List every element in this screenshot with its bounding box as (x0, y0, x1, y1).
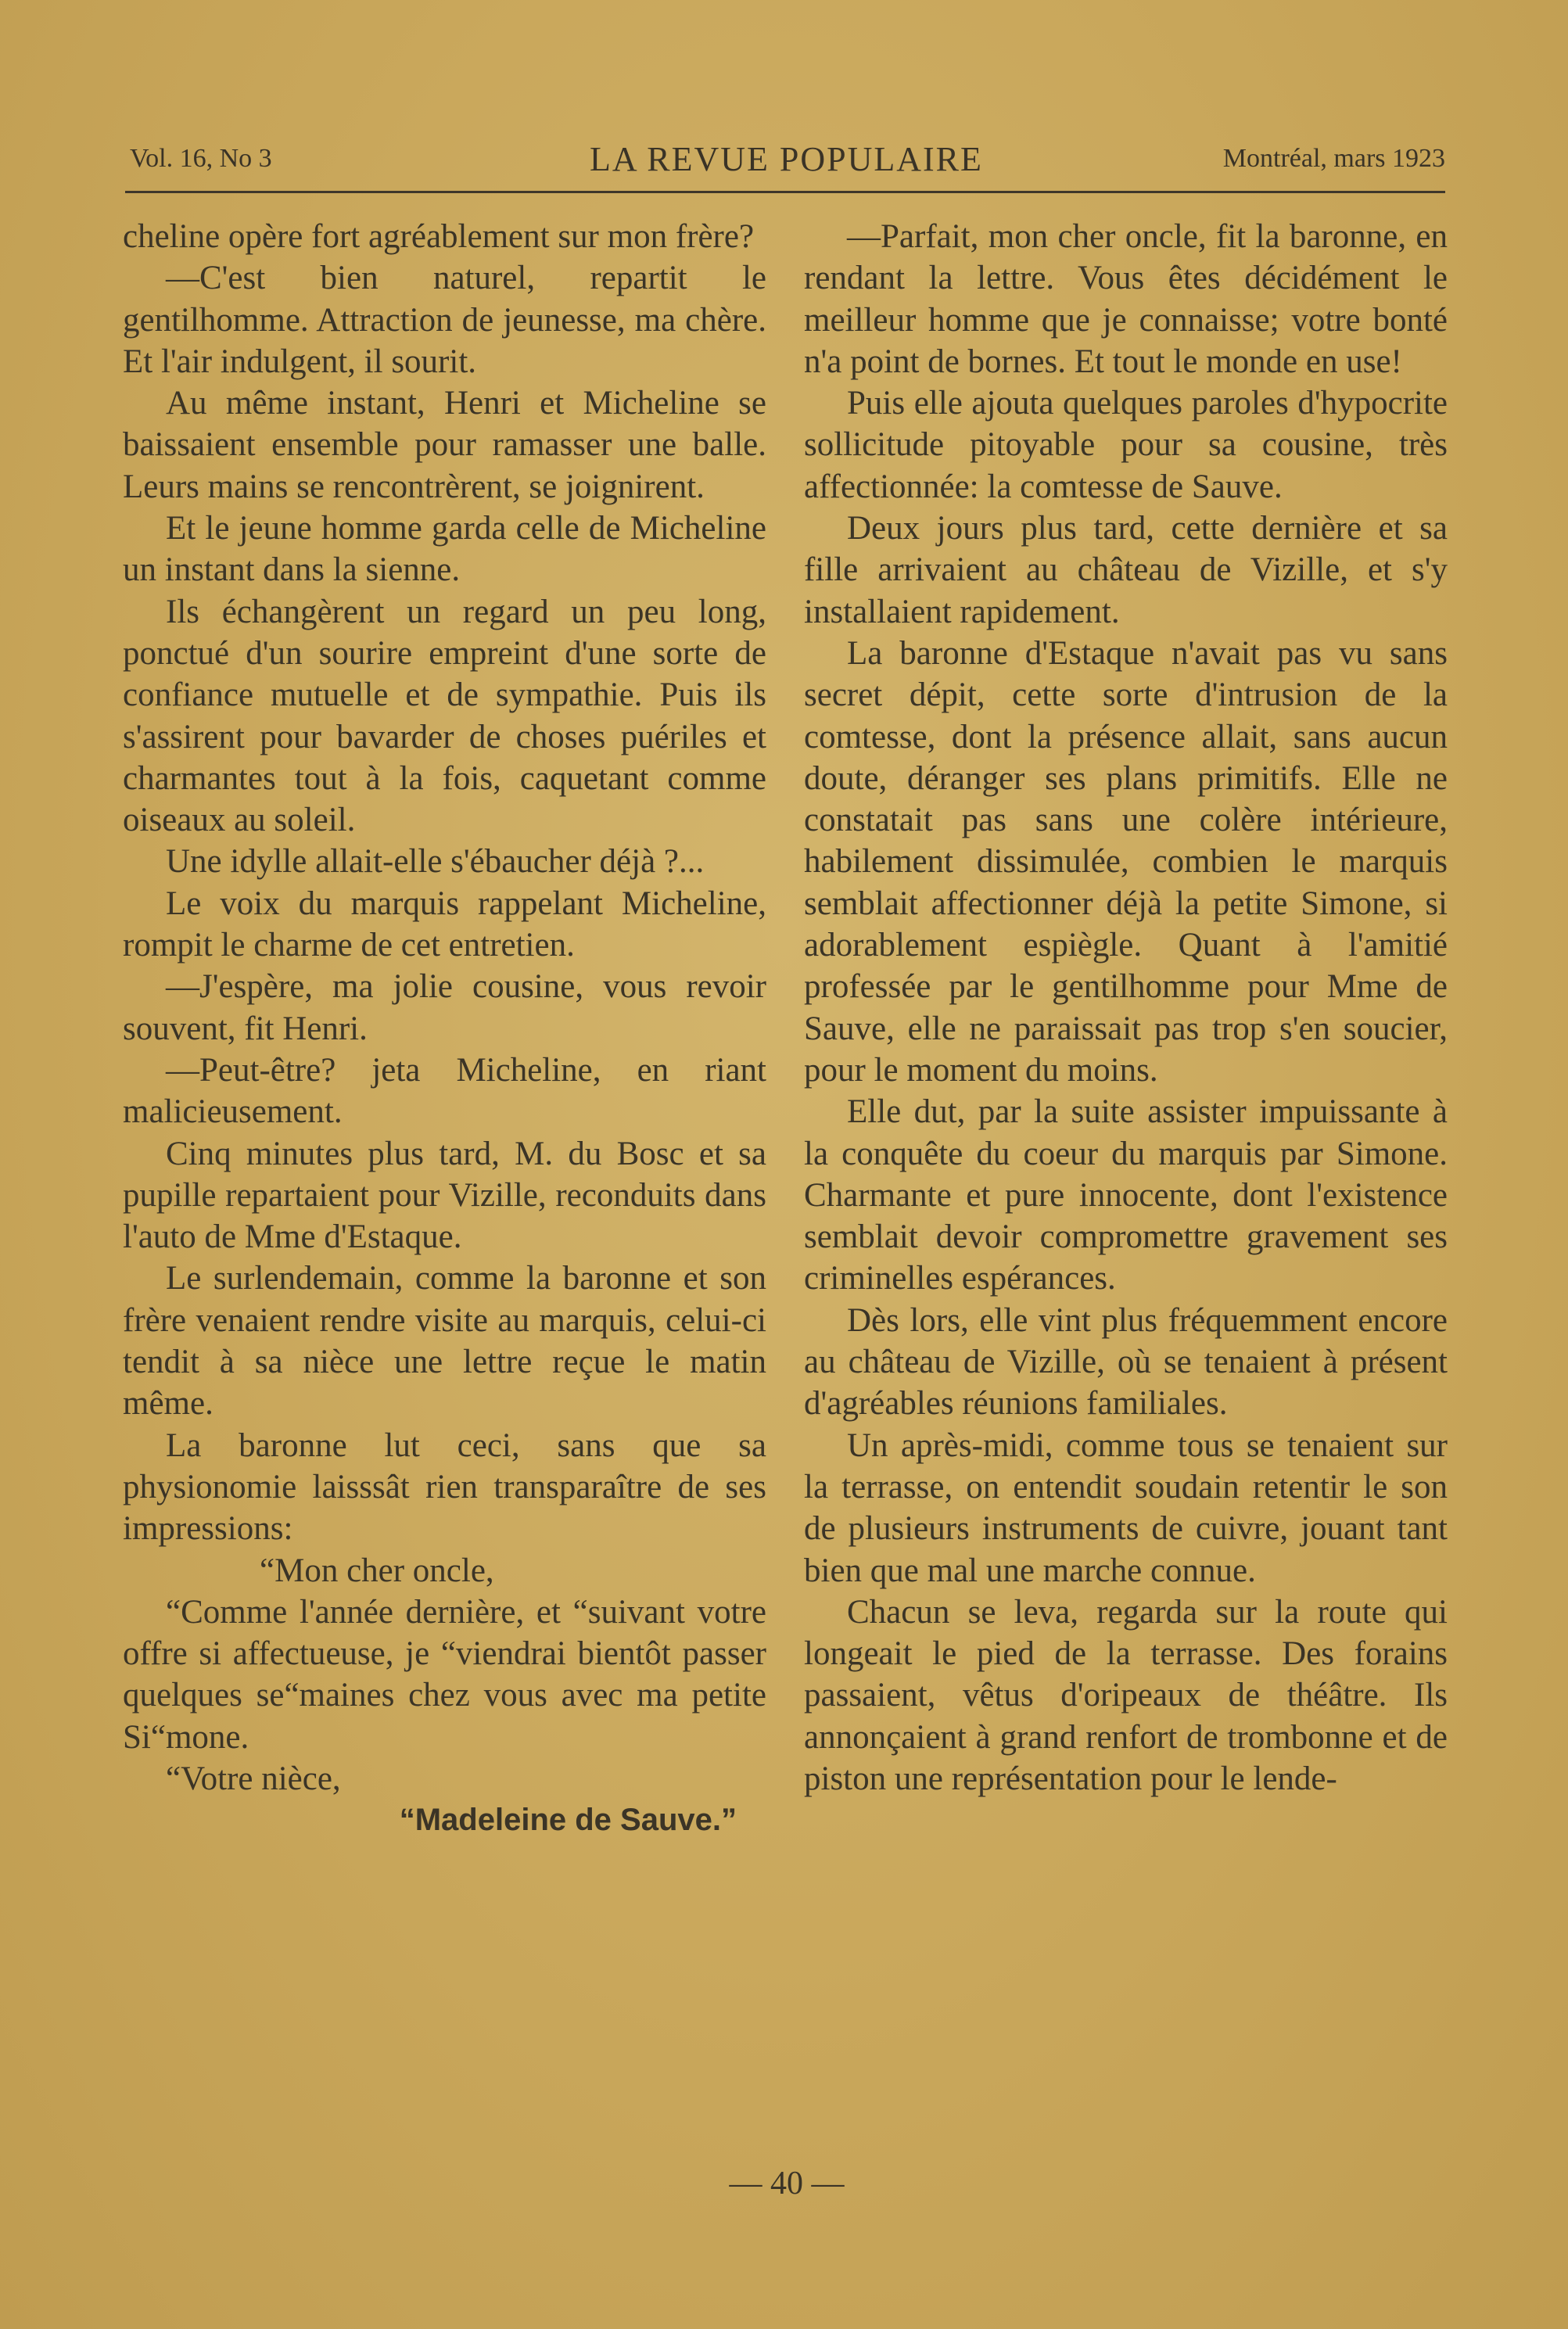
issue-date: Montréal, mars 1923 (1222, 144, 1445, 173)
page-number: — 40 — (729, 2166, 845, 2202)
paragraph: Ils échangèrent un regard un peu long, ponctué d'un sourire empreint d'une sorte de confiance mutuelle et de sympathie. Puis ils s'assirent pour bavarder de choses puériles et charmantes tout à la fois, caquetant comme oiseaux au soleil. (123, 593, 766, 839)
paragraph: —C'est bien naturel, repartit le gentilhomme. Attraction de jeunesse, ma chère. Et l'air indulgent, il sourit. (123, 260, 766, 380)
paragraph: Deux jours plus tard, cette dernière et sa fille arrivaient au château de Vizille, et s'y installaient rapidement. (804, 510, 1448, 630)
letter-salutation: “Mon cher oncle, (260, 1552, 494, 1589)
paragraph: Et le jeune homme garda celle de Micheline un instant dans la sienne. (123, 510, 766, 589)
paragraph: —J'espère, ma jolie cousine, vous revoir souvent, fit Henri. (123, 968, 766, 1047)
volume-number: Vol. 16, No 3 (130, 144, 272, 173)
paragraph: Le voix du marquis rappelant Micheline, rompit le charme de cet entretien. (123, 885, 766, 964)
letter-closing: “Votre nièce, (166, 1760, 341, 1797)
paragraph: Puis elle ajouta quelques paroles d'hypocrite sollicitude pitoyable pour sa cousine, très affectionnée: la comtesse de Sauve. (804, 385, 1448, 505)
paragraph: cheline opère fort agréablement sur mon frère? (123, 218, 755, 255)
paragraph: Le surlendemain, comme la baronne et son frère venaient rendre visite au marquis, celui-ci tendit à sa nièce une lettre reçue le matin même. (123, 1260, 766, 1423)
left-column (123, 216, 766, 1842)
paragraph: Cinq minutes plus tard, M. du Bosc et sa pupille repartaient pour Vizille, reconduits dans l'auto de Mme d'Estaque. (123, 1135, 766, 1256)
paragraph: —Parfait, mon cher oncle, fit la baronne, en rendant la lettre. Vous êtes décidément le meilleur homme que je connaisse; votre bonté n'a point de bornes. Et tout le monde en use! (804, 218, 1448, 380)
paragraph: La baronne d'Estaque n'avait pas vu sans secret dépit, cette sorte d'intrusion de la comtesse, dont la présence allait, sans aucun doute, déranger ses plans primitifs. Elle ne constatait pas sans une colère intérieure, habilement dissimulée, combien le marquis semblait affectionner déjà la petite Simone, si adorablement espiègle. Quant à l'amitié professée par le gentilhomme pour Mme de Sauve, elle ne paraissait pas trop s'en soucier, pour le moment du moins. (804, 634, 1448, 1089)
paragraph: Au même instant, Henri et Micheline se baissaient ensemble pour ramasser une balle. Leurs mains se rencontrèrent, se joignirent. (123, 385, 766, 505)
paragraph: La baronne lut ceci, sans que sa physionomie laisssât rien transparaître de ses impressions: (123, 1426, 766, 1548)
right-column (804, 216, 1448, 1800)
paragraph: Une idylle allait-elle s'ébaucher déjà ?... (166, 843, 705, 881)
paragraph: Un après-midi, comme tous se tenaient sur la terrasse, on entendit soudain retentir le son de plusieurs instruments de cuivre, jouant tant bien que mal une marche connue. (804, 1426, 1448, 1589)
letter-signature: “Madeleine de Sauve.” (399, 1803, 737, 1838)
paragraph: Elle dut, par la suite assister impuissante à la conquête du coeur du marquis par Simone. Charmante et pure innocente, dont l'existence semblait devoir compromettre gravement ses criminelles espérances. (804, 1093, 1448, 1297)
paragraph: —Peut-être? jeta Micheline, en riant malicieusement. (123, 1051, 766, 1131)
letter-body: “Comme l'année dernière, et “suivant votre offre si affectueuse, je “viendrai bientôt passer quelques se“maines chez vous avec ma petite Si“mone. (123, 1593, 766, 1756)
paragraph: Dès lors, elle vint plus fréquemment encore au château de Vizille, où se tenaient à présent d'agréables réunions familiales. (804, 1301, 1448, 1423)
paragraph: Chacun se leva, regarda sur la route qui longeait le pied de la terrasse. Des forains passaient, vêtus d'oripeaux de théâtre. Ils annonçaient à grand renfort de trombonne et de piston une représentation pour le lende- (804, 1593, 1448, 1797)
publication-title: LA REVUE POPULAIRE (590, 140, 983, 178)
running-header (130, 135, 1445, 181)
header-rule (125, 191, 1445, 193)
